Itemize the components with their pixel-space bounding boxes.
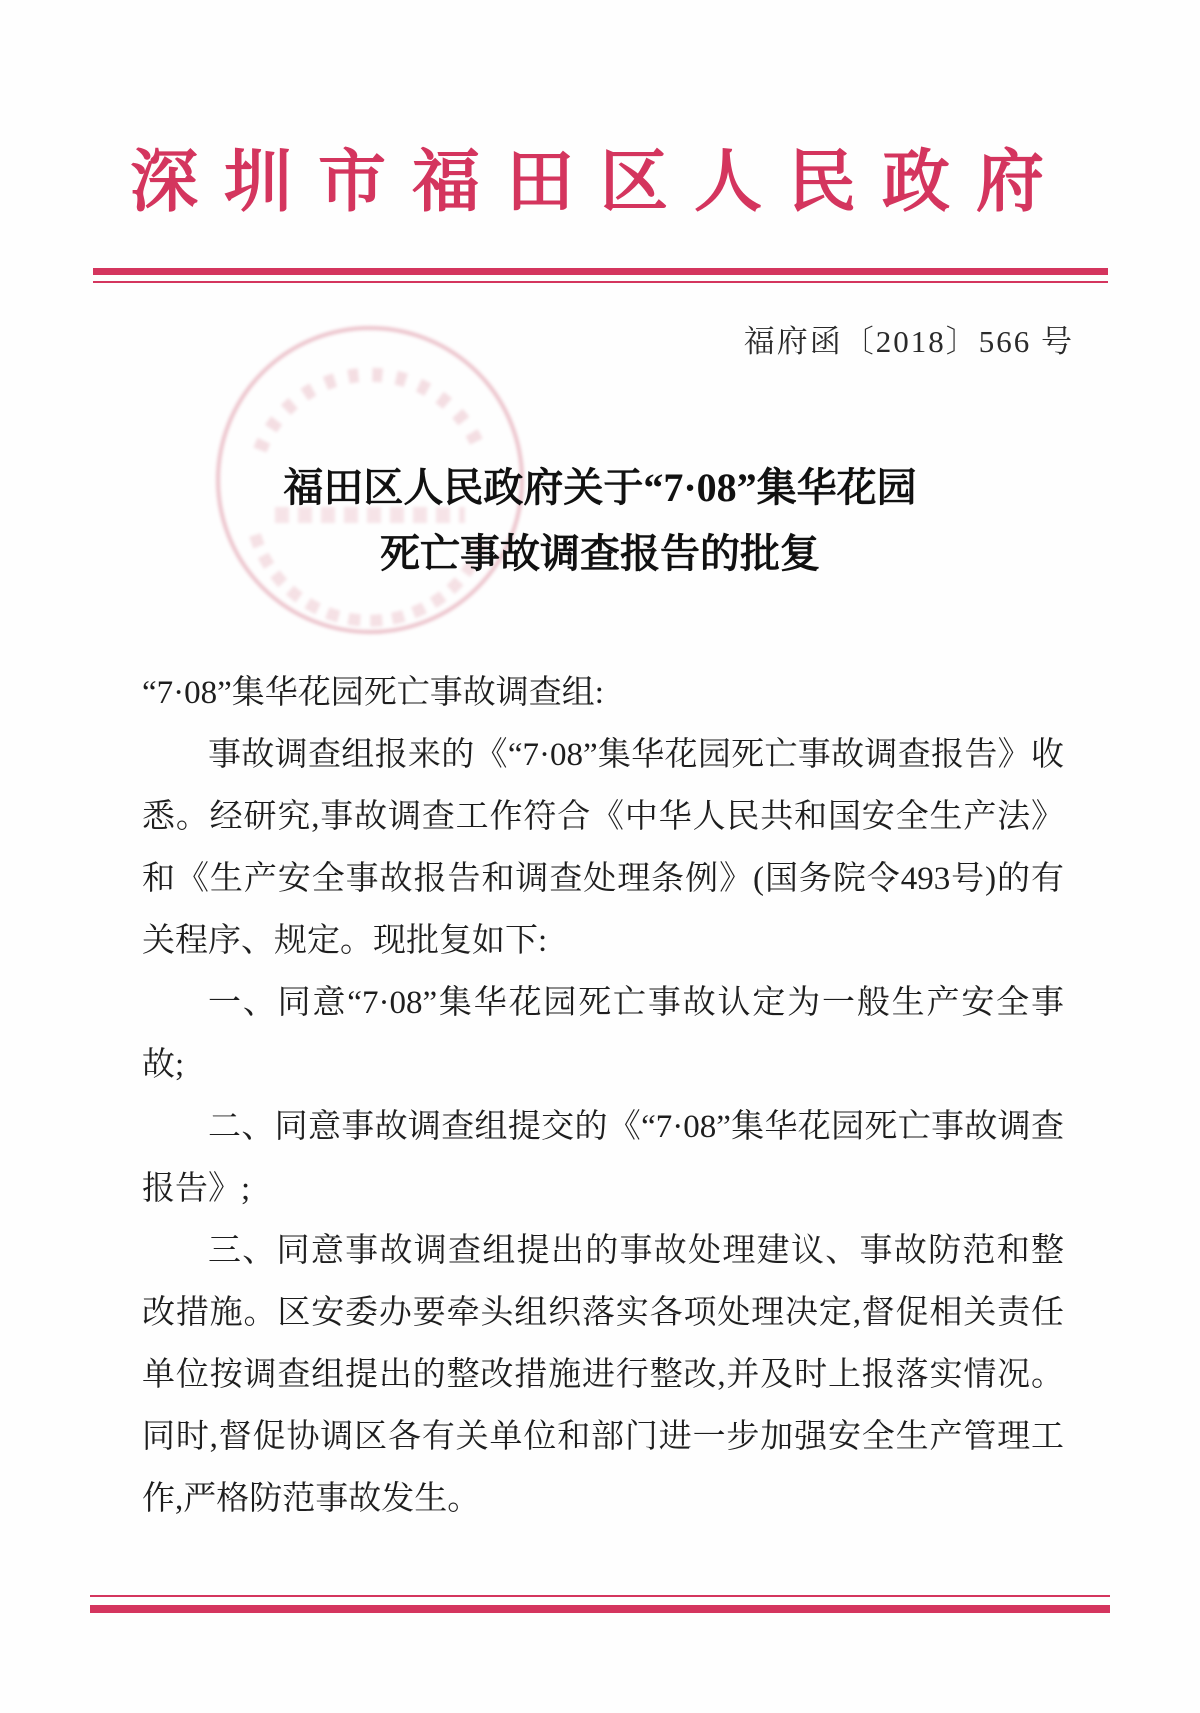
document-body (142, 662, 1064, 1530)
salutation-line: “7·08”集华花园死亡事故调查组: (142, 675, 604, 711)
footer-rule-thin (90, 1595, 1110, 1597)
document-title (0, 455, 1200, 587)
body-paragraph-3: 二、同意事故调查组提交的《“7·08”集华花园死亡事故调查报告》; (142, 1109, 1064, 1207)
body-paragraph-2: 一、同意“7·08”集华花园死亡事故认定为一般生产安全事故; (142, 985, 1064, 1083)
document-reference-number: 福府函〔2018〕566 号 (743, 324, 1074, 359)
document-title-line-1: 福田区人民政府关于“7·08”集华花园 (283, 465, 917, 510)
body-paragraph-1: 事故调查组报来的《“7·08”集华花园死亡事故调查报告》收悉。经研究,事故调查工作符合《中华人民共和国安全生产法》和《生产安全事故报告和调查处理条例》(国务院令493号)的有关程序、规定。现批复如下: (142, 737, 1064, 959)
letterhead-rule-thin (93, 281, 1108, 283)
body-paragraph-4: 三、同意事故调查组提出的事故处理建议、事故防范和整改措施。区安委办要牵头组织落实各项处理决定,督促相关责任单位按调查组提出的整改措施进行整改,并及时上报落实情况。同时,督促协调区各有关单位和部门进一步加强安全生产管理工作,严格防范事故发生。 (142, 1233, 1064, 1517)
letterhead-rule-thick (93, 268, 1108, 275)
footer-rule-thick (90, 1605, 1110, 1613)
letterhead-org-name: 深圳市福田区人民政府 (129, 144, 1070, 220)
document-title-line-2: 死亡事故调查报告的批复 (380, 531, 820, 576)
